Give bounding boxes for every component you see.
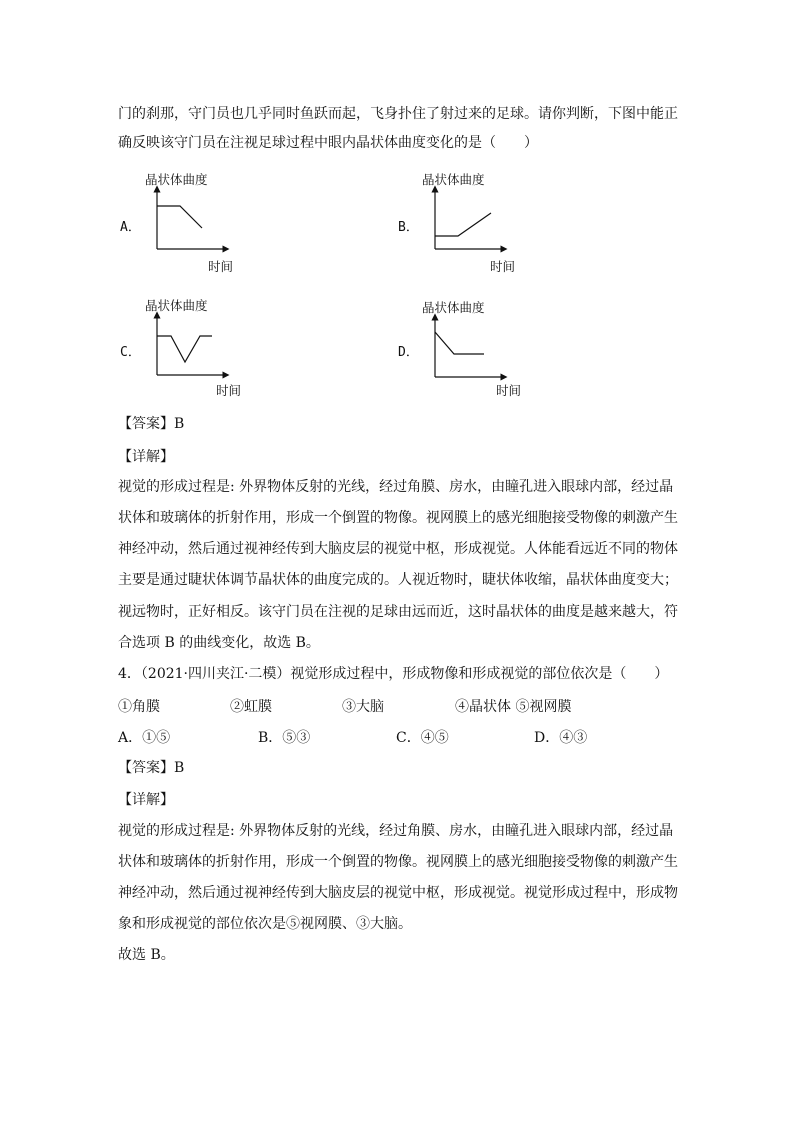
- q3-detail-line: 合选项 B 的曲线变化，故选 B。: [118, 635, 320, 651]
- q4-item-3: ③大脑: [342, 699, 384, 715]
- q4-detail-line: 象和形成视觉的部位依次是⑤视网膜、③大脑。: [118, 916, 412, 932]
- graph-b-ylabel: 晶状体曲度: [422, 172, 485, 187]
- q4-option-a: A．①⑤: [118, 730, 171, 746]
- q3-detail-line: 视觉的形成过程是: 外界物体反射的光线，经过角膜、房水，由瞳孔进入眼球内部，经过晶: [118, 479, 674, 495]
- q3-detail-line: 视远物时，正好相反。该守门员在注视的足球由远而近，这时晶状体的曲度是越来越大，符: [118, 604, 678, 620]
- q4-option-b: B．⑤③: [258, 730, 311, 746]
- graph-a-ylabel: 晶状体曲度: [145, 172, 208, 187]
- q4-detail-line: 神经冲动，然后通过视神经传到大脑皮层的视觉中枢，形成视觉。视觉形成过程中，形成物: [118, 885, 678, 901]
- q4-detail-line: 视觉的形成过程是: 外界物体反射的光线，经过角膜、房水，由瞳孔进入眼球内部，经过晶: [118, 823, 674, 839]
- graph-b-xlabel: 时间: [490, 259, 516, 274]
- q4-item-2: ②虹膜: [230, 699, 272, 715]
- q3-detail-heading: 【详解】: [118, 449, 174, 465]
- q4-option-c: C．④⑤: [396, 730, 449, 746]
- graph-c-plot: [150, 310, 230, 380]
- q4-detail-line: 状体和玻璃体的折射作用，形成一个倒置的物像。视网膜上的感光细胞接受物像的刺激产生: [118, 854, 678, 870]
- q4-conclusion: 故选 B。: [118, 947, 175, 963]
- graph-a-plot: [150, 184, 230, 254]
- graph-a-option-label: A．: [120, 220, 141, 235]
- q3-detail-line: 状体和玻璃体的折射作用，形成一个倒置的物像。视网膜上的感光细胞接受物像的刺激产生: [118, 510, 678, 526]
- q4-option-d: D．④③: [534, 730, 588, 746]
- graph-a-xlabel: 时间: [208, 259, 234, 274]
- q4-item-1: ①角膜: [118, 699, 160, 715]
- graph-c-ylabel: 晶状体曲度: [145, 298, 208, 313]
- q3-detail-line: 神经冲动，然后通过视神经传到大脑皮层的视觉中枢，形成视觉。人体能看远近不同的物体: [118, 541, 678, 557]
- q3-detail-line: 主要是通过睫状体调节晶状体的曲度完成的。人视近物时，睫状体收缩，晶状体曲度变大；: [118, 572, 678, 588]
- q3-stem-line-1: 门的刹那，守门员也几乎同时鱼跃而起，飞身扑住了射过来的足球。请你判断，下图中能正: [118, 106, 678, 122]
- q4-answer: 【答案】B: [118, 760, 185, 776]
- graph-d-plot: [428, 312, 508, 382]
- graph-d-ylabel: 晶状体曲度: [422, 300, 485, 315]
- q4-detail-heading: 【详解】: [118, 792, 174, 808]
- q3-stem-line-2: 确反映该守门员在注视足球过程中眼内晶状体曲度变化的是（ ）: [118, 135, 538, 151]
- q3-answer: 【答案】B: [118, 416, 185, 432]
- graph-c-curve: [157, 336, 212, 362]
- graph-b-option-label: B．: [398, 220, 419, 235]
- graph-a-curve: [157, 206, 202, 228]
- graph-d-option-label: D．: [398, 345, 419, 360]
- graph-d-curve: [435, 332, 484, 354]
- graph-b-plot: [428, 184, 508, 254]
- q4-stem: 4．（2021·四川夹江·二模）视觉形成过程中，形成物像和形成视觉的部位依次是（ ）: [118, 666, 669, 682]
- graph-c-xlabel: 时间: [216, 383, 242, 398]
- q4-item-4: ④晶状体 ⑤视网膜: [455, 699, 572, 715]
- graph-b-curve: [435, 213, 491, 236]
- graph-d-xlabel: 时间: [496, 383, 522, 398]
- graph-c-option-label: C．: [120, 345, 141, 360]
